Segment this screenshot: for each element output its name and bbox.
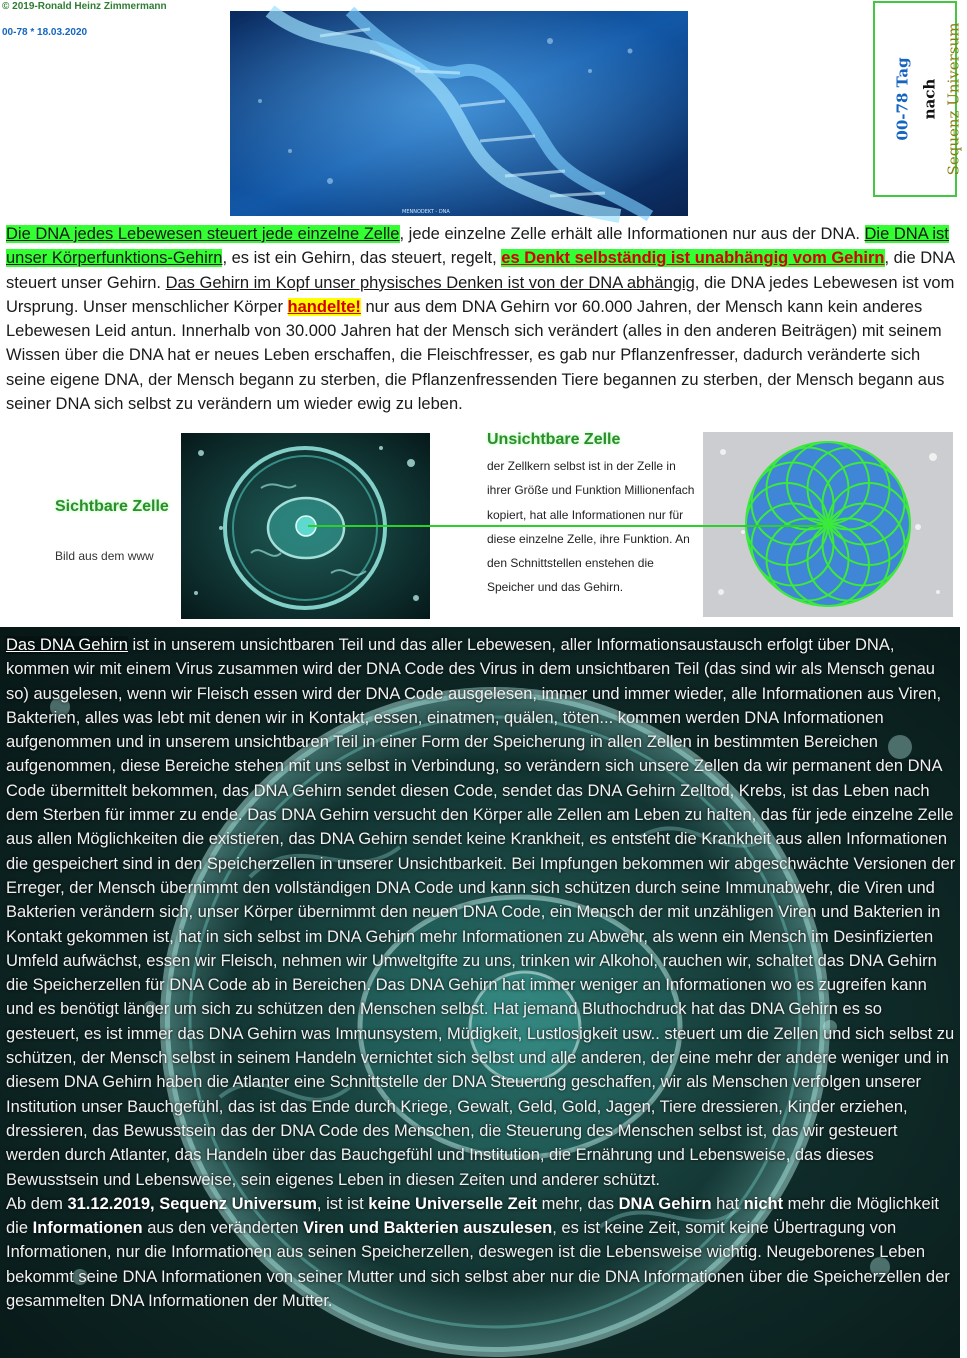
intro-underlined: Das Gehirn im Kopf unser physisches Denken ist von der DNA abhängig <box>165 273 695 292</box>
final-text-7: , es ist keine Zeit, somit keine Übertragung von Informationen, nur die Informationen aus seinen Speicherzellen, deswegen ist die Lebensweise wichtig. Neugeborenes Leben bekommt seine DNA Informationen von seiner Mutter und sich selbst aber nur die DNA Informationen über die Speicherzellen der gesammelten DNA Informationen der Mutter. <box>6 1219 950 1311</box>
intro-text-3: , die DNA steuert unser Gehirn. <box>6 249 955 292</box>
intro-paragraph <box>6 222 956 416</box>
final-text-5: mehr die Möglichkeit die <box>6 1194 939 1238</box>
final-text-3: mehr, das <box>537 1194 619 1213</box>
day-label: 00-78 Tag <box>894 57 913 141</box>
date-sequence-emphasis: 31.12.2019, Sequenz Universum <box>67 1194 317 1213</box>
intro-text-1: , jede einzelne Zelle erhält alle Informationen nur aus der DNA. <box>399 225 865 243</box>
final-text-2: , ist ist <box>316 1194 369 1213</box>
dna-brain-section <box>0 627 960 1358</box>
intro-highlight-1: Die DNA jedes Lebewesen steuert jede einzelne Zelle <box>6 225 400 243</box>
intro-text-4: , die DNA jedes Lebewesen ist vom Ursprung. Unser menschlicher Körper <box>6 273 955 316</box>
dna-helix-image <box>230 11 688 216</box>
dna-brain-heading: Das DNA Gehirn <box>6 636 128 654</box>
sequence-universe-label: Sequenz Universum <box>944 22 963 176</box>
dna-brain-emphasis: DNA Gehirn <box>618 1194 712 1213</box>
viruses-bacteria-emphasis: Viren und Bakterien auszulesen <box>303 1219 553 1238</box>
visible-cell-source-note: Bild aus dem www <box>55 549 154 563</box>
final-text-6: aus den veränderten <box>142 1219 304 1238</box>
after-label: nach <box>920 78 939 120</box>
invisible-cell-title: Unsichtbare Zelle <box>487 431 621 448</box>
intro-text-2: , es ist ein Gehirn, das steuert, regelt, <box>222 249 502 268</box>
copyright-notice: © 2019-Ronald Heinz Zimmermann <box>2 1 167 12</box>
intro-highlight-2: Die DNA ist unser Körperfunktions-Gehirn <box>6 225 949 268</box>
intro-text-5: nur aus dem DNA Gehirn vor 60.000 Jahren, der Mensch kann kein anderes Lebewesen Leid antun. Innerhalb von 30.000 Jahren hat der Mensch sich verändert (alles in den anderen Beiträgen) mit seinem Wissen über die DNA hat er neues Leben erschaffen, die Fleischfresser, es gab nur Pflanzenfresser, dadurch veränderte sich seine eigene DNA, der Mensch begann zu sterben, die Pflanzenfressenden Tiere begannen zu sterben, der Mensch begann aus seiner DNA sich selbst zu verändern um wieder ewig zu leben. <box>6 297 945 414</box>
cell-connector-line <box>308 525 823 527</box>
not-emphasis: nicht <box>743 1194 784 1213</box>
dna-brain-paragraph <box>6 633 956 1313</box>
dna-brain-text: ist in unserem unsichtbaren Teil und das aller Lebewesen, aller Informationsaustausch erfolgt über DNA, kommen wir mit einem Virus zusammen wird der DNA Code des Virus in dem unsichtbaren Teil (das sind wir als Mensch genau so) ausgelesen, wenn wir Fleisch essen wird der DNA Code ausgelesen, immer und immer wieder, alle Informationen aus Viren, Bakterien, alles was lebt mit denen wir in Kontakt, essen, einatmen, quälen, töten... kommen werden DNA Informationen aufgenommen und in unserem unsichtbaren Teil in einer Form der Speicherung in allen Zellen in bestimmten Bereichen aufgenommen, diese Bereiche stehen mit uns selbst in Verbindung, so verändern sich unsere Zellen da wir permanent den DNA Code übermittelt bekommen, das DNA Gehirn sendet diesen Code, sendet das DNA Gehirn Zelltod, Krebs, ist das Leben nach dem Sterben für immer zu ende. Das DNA Gehirn versucht den Körper alle Zellen am Leben zu halten, das für jede einzelne Zelle aus allen Möglichkeiten die existieren, das DNA Gehirn sendet keine Krankheit, es entsteht die Krankheit aus allen Informationen die gespeichert sind in den Speicherzellen in unserer Unsichtbarkeit. Bei Impfungen bekommen wir abgeschwächte Versionen der Erreger, der Mensch übernimmt den vollständigen DNA Code und kann sich schützen durch seine Immunabwehr, die Viren und Bakterien verändern sich, unser Körper übernimmt den neuen DNA Code, ein Mensch der mit unzähligen Viren und Bakterien in Kontakt gekommen ist, hat in sich selbst im DNA Gehirn mehr Informationen zu Abwehr, als wenn ein Mensch im Desinfizierten Umfeld aufwächst, essen wir Fleisch, nehmen wir Umweltgifte zu uns, trinken wir Alkohol, rauchen wir, schaltet das DNA Gehirn die Speicherzellen für DNA Code ab in Bereichen. Das DNA Gehirn hat immer weniger an Informationen wo es zugreifen kann und es benötigt länger um sich zu schützen den Menschen selbst. Hat jemand Bluthochdruck hat das DNA Gehirn es so gesteuert, es ist immer das DNA Gehirn was Immunsystem, Müdigkeit, Lustlosigkeit usw.. steuert um die Zellen und sich selbst zu schützen, der Mensch selbst in seinem Handeln vernichtet sich selbst und alle anderen, der eine mehr der andere weniger und in diesem DNA Gehirn haben die Atlanter eine Schnittstelle der DNA Steuerung geschaffen, wir als Menschen verfolgen unserer Institution unser Bauchgefühl, das ist das Ende durch Kriege, Gewalt, Geld, Gold, Jagen, Tiere dressieren, Kinder erziehen, dressieren, das Bewusstsein das der DNA Code des Menschen, die Steuerung des Menschen selbst ist, das wir gesteuert werden durch Atlanter, das Handeln über das Bauchgefühl und Institution, die Ernährung und Lebensweise, das dieses Bewusstsein und Lebensweise, sein eigenes Leben in diesen Zeiten und anderer schützt. <box>6 636 956 1189</box>
day-sequence-label-box <box>873 1 963 197</box>
final-text-1: Ab dem <box>6 1194 68 1213</box>
information-emphasis: Informationen <box>32 1219 143 1238</box>
image-watermark: MENNODEKT - DNA <box>402 209 450 215</box>
visible-cell-title: Sichtbare Zelle <box>55 498 169 515</box>
final-text-4: hat <box>711 1194 744 1213</box>
intro-highlight-3: es Denkt selbständig ist unabhängig vom Gehirn <box>501 249 885 268</box>
invisible-cell-description: der Zellkern selbst ist in der Zelle in ihrer Größe und Funktion Millionenfach kopiert, hat alle Informationen nur für diese einzelne Zelle, ihre Funktion. An den Schnittstellen enstehen die Speicher und das Gehirn. <box>487 459 695 595</box>
document-code-date: 00-78 * 18.03.2020 <box>2 27 88 38</box>
no-universal-time-emphasis: keine Universelle Zeit <box>368 1194 538 1213</box>
intro-handelte: handelte! <box>287 297 361 316</box>
